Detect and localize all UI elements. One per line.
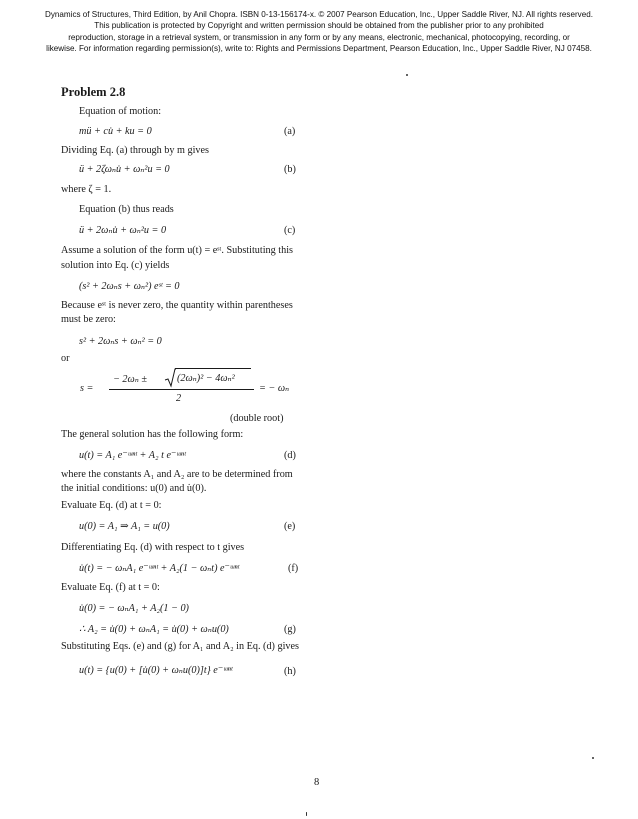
header-line-3: reproduction, storage in a retrieval system, or transmission in any form or by any means, electronic, mechanical, photocopying, recording, or (68, 32, 570, 42)
eom-heading: Equation of motion: (79, 106, 162, 117)
evaluate-d-text: Evaluate Eq. (d) at t = 0: (61, 500, 162, 511)
substituting-text: Substituting Eqs. (e) and (g) for A₁ and A₂ in Eq. (d) gives (61, 641, 299, 652)
assume-line-2: solution into Eq. (c) yields (61, 260, 170, 271)
radical-bar (175, 368, 251, 369)
eq-b-reads: Equation (b) thus reads (79, 204, 174, 215)
constants-line-2: the initial conditions: u(0) and u̇(0). (61, 483, 207, 494)
equation-b: ü + 2ζωₙu̇ + ωₙ²u = 0 (79, 164, 170, 175)
equation-f: u̇(t) = − ωₙA₁ e⁻ᵚⁿᵗ + A₂(1 − ωₙt) e⁻ᵚⁿᵗ (79, 563, 240, 574)
equation-label-g: (g) (284, 624, 296, 635)
scan-mark-bottom (306, 812, 307, 816)
equation-label-b: (b) (284, 164, 296, 175)
general-solution-text: The general solution has the following form: (61, 429, 244, 440)
or-text: or (61, 353, 70, 364)
equation-e: u(0) = A₁ ⇒ A₁ = u(0) (79, 521, 170, 532)
equation-c: ü + 2ωₙu̇ + ωₙ²u = 0 (79, 225, 167, 236)
scan-speck (406, 74, 408, 76)
equation-label-d: (d) (284, 450, 296, 461)
evaluate-f-text: Evaluate Eq. (f) at t = 0: (61, 582, 160, 593)
equation-a: mü + cu̇ + ku = 0 (79, 126, 152, 137)
root-numerator-term: − 2ωₙ ± (113, 374, 147, 385)
characteristic-equation: (s² + 2ωₙs + ωₙ²) eˢᵗ = 0 (79, 281, 180, 292)
where-zeta: where ζ = 1. (61, 184, 112, 195)
equation-label-f: (f) (288, 563, 299, 574)
problem-title: Problem 2.8 (61, 85, 126, 99)
root-denominator: 2 (176, 393, 182, 404)
equation-g: ∴ A₂ = u̇(0) + ωₙA₁ = u̇(0) + ωₙu(0) (79, 624, 229, 635)
constants-line-1: where the constants A₁ and A₂ are to be determined from (61, 469, 293, 480)
equation-f-at-zero: u̇(0) = − ωₙA₁ + A₂(1 − 0) (79, 603, 189, 614)
square-root-icon (164, 368, 176, 388)
header-line-1: Dynamics of Structures, Third Edition, by Anil Chopra. ISBN 0-13-156174-x. © 2007 Pearson Education, Inc., Upper Saddle River, NJ. All rights reserved. (45, 10, 593, 19)
quadratic-equation: s² + 2ωₙs + ωₙ² = 0 (79, 336, 162, 347)
root-radicand: (2ωₙ)² − 4ωₙ² (177, 373, 235, 384)
page-number: 8 (314, 777, 320, 788)
double-root-note: (double root) (230, 413, 284, 424)
equation-d: u(t) = A₁ e⁻ᵚⁿᵗ + A₂ t e⁻ᵚⁿᵗ (79, 450, 186, 461)
differentiating-text: Differentiating Eq. (d) with respect to t gives (61, 542, 245, 553)
fraction-bar (109, 389, 254, 390)
because-line-2: must be zero: (61, 314, 116, 325)
equation-label-a: (a) (284, 126, 296, 137)
header-line-4: likewise. For information regarding permission(s), write to: Rights and Permissions Department, Pearson Education, Inc., Upper Saddle River, NJ 07458. (46, 44, 592, 54)
root-rhs: = − ωₙ (259, 383, 290, 394)
root-lhs: s = (80, 383, 94, 394)
equation-label-e: (e) (284, 521, 296, 532)
scan-mark-right (592, 757, 594, 759)
because-line-1: Because eˢᵗ is never zero, the quantity within parentheses (61, 300, 293, 311)
copyright-header (0, 9, 638, 55)
dividing-text: Dividing Eq. (a) through by m gives (61, 145, 209, 156)
equation-label-h: (h) (284, 666, 296, 677)
assume-line-1: Assume a solution of the form u(t) = eˢᵗ. Substituting this (61, 245, 293, 256)
header-line-2: This publication is protected by Copyright and written permission should be obtained from the publisher prior to any prohibited (94, 21, 544, 31)
equation-h: u(t) = {u(0) + [u̇(0) + ωₙu(0)]t} e⁻ᵚⁿᵗ (79, 665, 233, 676)
equation-label-c: (c) (284, 225, 296, 236)
